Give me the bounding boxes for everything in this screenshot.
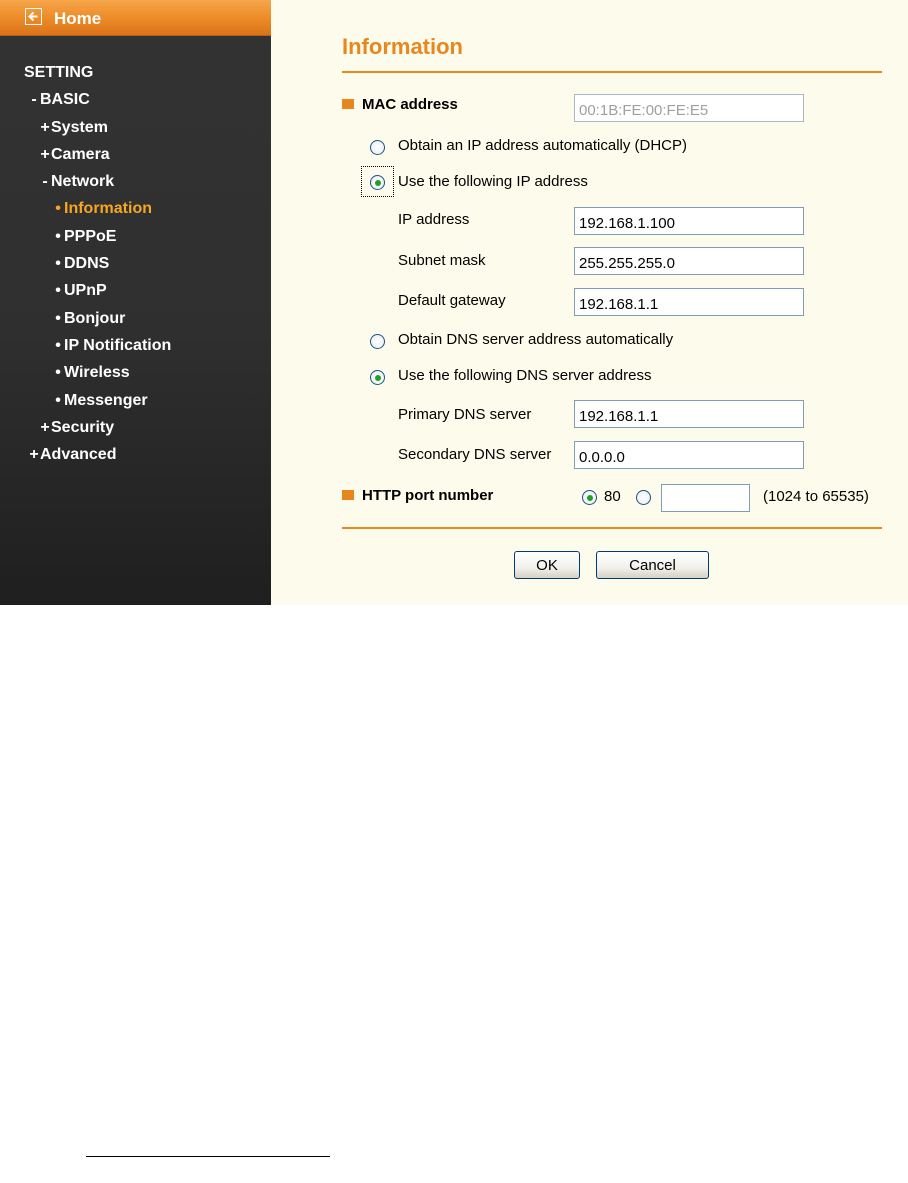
sidebar-item-label: PPPoE [64, 227, 117, 245]
sidebar-item-label: System [51, 118, 108, 136]
home-link[interactable] [0, 0, 271, 36]
expand-icon: + [40, 145, 50, 163]
sidebar-item-label: Messenger [64, 391, 148, 409]
sidebar [0, 0, 271, 605]
section-bullet [342, 490, 354, 500]
page-title: Information [342, 34, 463, 59]
collapse-icon: - [31, 91, 37, 109]
sidebar-item-system[interactable] [0, 114, 271, 141]
home-label: Home [54, 9, 102, 28]
expand-icon: + [29, 446, 39, 464]
sidebar-item-label: Bonjour [64, 309, 126, 327]
sidebar-item-ip-notification[interactable] [0, 332, 271, 359]
secondary-dns-field[interactable] [574, 441, 804, 469]
footnote-rule [86, 1156, 330, 1157]
subnet-mask-label: Subnet mask [398, 252, 486, 269]
http-port-range-hint: (1024 to 65535) [763, 488, 869, 505]
static-ip-label: Use the following IP address [398, 173, 588, 190]
http-port-label: HTTP port number [362, 487, 494, 504]
static-ip-radio[interactable] [370, 175, 385, 190]
sidebar-item-setting[interactable] [0, 59, 271, 86]
sidebar-item-label: SETTING [24, 64, 94, 81]
dns-manual-label: Use the following DNS server address [398, 367, 652, 384]
bullet-icon: • [55, 391, 61, 409]
sidebar-item-advanced[interactable] [0, 441, 271, 468]
sidebar-item-wireless[interactable] [0, 359, 271, 386]
dns-manual-radio[interactable] [370, 370, 385, 385]
bullet-icon: • [55, 227, 61, 245]
sidebar-item-security[interactable] [0, 414, 271, 441]
sidebar-item-label: IP Notification [64, 336, 172, 354]
bullet-icon: • [55, 364, 61, 382]
sidebar-item-ddns[interactable] [0, 250, 271, 277]
sidebar-item-network[interactable] [0, 168, 271, 195]
cancel-button[interactable]: Cancel [596, 551, 709, 579]
ip-address-field[interactable] [574, 207, 804, 235]
http-port-default-value: 80 [604, 488, 621, 505]
bullet-icon: • [55, 200, 61, 218]
sidebar-item-label: DDNS [64, 255, 110, 273]
collapse-icon: - [42, 173, 48, 191]
sidebar-item-upnp[interactable] [0, 277, 271, 304]
ip-address-label: IP address [398, 211, 470, 228]
dns-auto-radio[interactable] [370, 334, 385, 349]
sidebar-item-bonjour[interactable] [0, 305, 271, 332]
sidebar-item-label: Wireless [64, 364, 130, 382]
mac-address-label: MAC address [362, 96, 458, 113]
main-panel [271, 0, 908, 605]
sidebar-item-label: Camera [51, 145, 110, 163]
primary-dns-field[interactable] [574, 400, 804, 428]
expand-icon: + [40, 118, 50, 136]
sidebar-item-label: Information [64, 200, 152, 218]
subnet-mask-field[interactable] [574, 247, 804, 275]
sidebar-item-label: Security [51, 418, 115, 436]
bullet-icon: • [55, 282, 61, 300]
default-gateway-field[interactable] [574, 288, 804, 316]
sidebar-item-information[interactable] [0, 195, 271, 222]
mac-address-field [574, 94, 804, 122]
secondary-dns-label: Secondary DNS server [398, 446, 552, 463]
sidebar-item-pppoe[interactable] [0, 223, 271, 250]
default-gateway-label: Default gateway [398, 292, 506, 309]
section-bullet [342, 99, 354, 109]
dhcp-radio[interactable] [370, 140, 385, 155]
settings-menu [0, 59, 271, 468]
dhcp-label: Obtain an IP address automatically (DHCP) [398, 137, 688, 154]
sidebar-item-label: UPnP [64, 282, 107, 300]
dns-auto-label: Obtain DNS server address automatically [398, 331, 674, 348]
bullet-icon: • [55, 309, 61, 327]
http-port-custom-radio[interactable] [636, 490, 651, 505]
sidebar-item-basic[interactable] [0, 86, 271, 113]
sidebar-item-label: Network [51, 173, 115, 191]
form-divider [342, 527, 882, 529]
primary-dns-label: Primary DNS server [398, 406, 532, 423]
sidebar-item-messenger[interactable] [0, 387, 271, 414]
ok-button[interactable]: OK [514, 551, 580, 579]
bullet-icon: • [55, 255, 61, 273]
title-divider [342, 71, 882, 73]
sidebar-item-label: BASIC [40, 91, 90, 109]
bullet-icon: • [55, 336, 61, 354]
http-port-default-radio[interactable] [582, 490, 597, 505]
http-port-custom-field[interactable] [661, 484, 750, 512]
expand-icon: + [40, 418, 50, 436]
sidebar-item-label: Advanced [40, 446, 117, 464]
sidebar-item-camera[interactable] [0, 141, 271, 168]
back-arrow-icon [25, 8, 42, 25]
